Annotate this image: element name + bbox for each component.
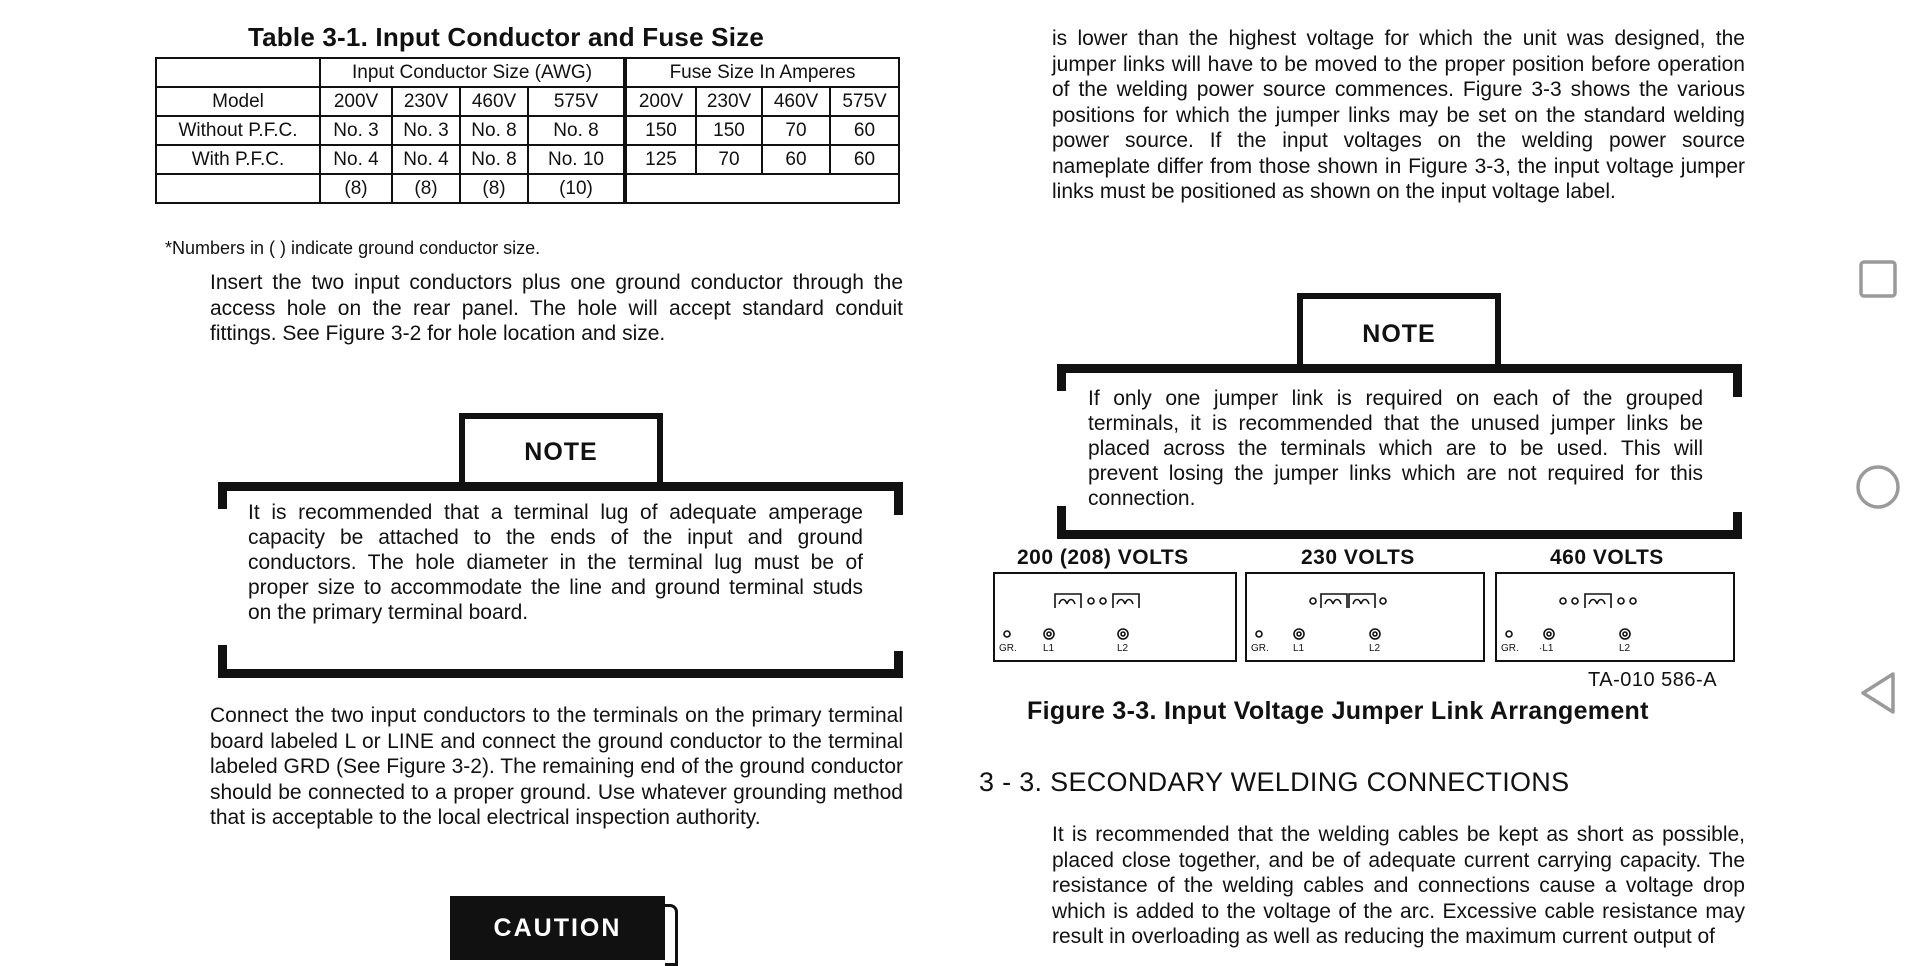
model-header: Model	[156, 87, 320, 116]
table-cell: (8)	[460, 174, 528, 203]
recent-apps-icon	[1853, 254, 1903, 304]
recent-apps-button[interactable]	[1853, 254, 1903, 304]
note-heading-text: NOTE	[524, 438, 598, 466]
note-heading	[1297, 293, 1501, 372]
panel-label-200v: 200 (208) VOLTS	[1017, 546, 1189, 569]
terminal-label-ground: GR.	[1501, 643, 1519, 654]
section-heading: 3 - 3. SECONDARY WELDING CONNECTIONS	[979, 767, 1570, 797]
back-icon	[1853, 668, 1903, 718]
figure-drawing-code: TA-010 586-A	[1588, 669, 1718, 691]
connect-conductors-paragraph: Connect the two input conductors to the terminals on the primary terminal board labeled L or LINE and connect the ground conductor to the terminal labeled GRD (See Figure 3-2). The remaining end of the ground conductor should be connected to a proper ground. Use whatever grounding method that is acceptable to the local electrical inspection authority.	[210, 704, 904, 829]
table-cell: No. 8	[460, 116, 528, 145]
table-cell: No. 3	[320, 116, 392, 145]
voltage-header: 575V	[830, 87, 899, 116]
table-cell: No. 8	[460, 145, 528, 174]
conductor-group-header: Input Conductor Size (AWG)	[320, 58, 625, 87]
terminal-label-l2: L2	[1117, 643, 1129, 654]
panel-label-460v: 460 VOLTS	[1550, 546, 1664, 569]
home-button[interactable]	[1853, 462, 1903, 512]
voltage-header: 230V	[392, 87, 460, 116]
home-icon	[1853, 462, 1903, 512]
terminal-board-drawing	[1247, 574, 1483, 660]
table-cell: No. 3	[392, 116, 460, 145]
table-row	[156, 116, 899, 145]
voltage-header: 230V	[696, 87, 762, 116]
voltage-header: 575V	[528, 87, 625, 116]
table-group-header-row	[156, 58, 899, 87]
terminal-label-l2: L2	[1369, 643, 1381, 654]
note-frame-corner	[1733, 371, 1742, 397]
table-cell: No. 4	[320, 145, 392, 174]
voltage-header: 200V	[320, 87, 392, 116]
terminal-label-ground: GR.	[999, 643, 1017, 654]
note-heading-text: NOTE	[1362, 320, 1436, 348]
table-row	[156, 145, 899, 174]
row-label: Without P.F.C.	[156, 116, 320, 145]
caution-heading	[450, 896, 680, 960]
table-cell: (8)	[320, 174, 392, 203]
back-button[interactable]	[1853, 668, 1903, 718]
terminal-board-drawing	[1497, 574, 1733, 660]
row-label	[156, 174, 320, 203]
fuse-size-table	[155, 57, 900, 204]
table-cell: 70	[762, 116, 830, 145]
terminal-label-l1: ·L1	[1539, 643, 1554, 654]
table-cell: No. 4	[392, 145, 460, 174]
table-cell: (8)	[392, 174, 460, 203]
panel-label-230v: 230 VOLTS	[1301, 546, 1415, 569]
table-row	[156, 174, 899, 203]
note-frame-corner	[1057, 506, 1066, 532]
insert-conductors-paragraph: Insert the two input conductors plus one ground conductor through the access hole on the rear panel. The hole will accept standard conduit fittings. See Figure 3-2 for hole location and size.	[210, 271, 903, 345]
table-cell: 150	[696, 116, 762, 145]
table-cell: (10)	[528, 174, 625, 203]
table-cell: 70	[696, 145, 762, 174]
jumper-links-paragraph: is lower than the highest voltage for which the unit was designed, the jumper links will have to be moved to the proper position before operation of the welding power source commences. Figure 3-3 shows the various positions for which the jumper links may be set on the standard welding power source. If the input voltages on the welding power source nameplate differ from those shown in Figure 3-3, the input voltage jumper links must be positioned as shown on the input voltage label.	[1052, 27, 1745, 203]
table-cell: No. 8	[528, 116, 625, 145]
table-cell: 60	[830, 116, 899, 145]
fuse-group-header: Fuse Size In Amperes	[625, 58, 899, 87]
table-cell: 150	[625, 116, 696, 145]
terminal-board-200v	[993, 572, 1237, 662]
terminal-lug-note-text: It is recommended that a terminal lug of adequate amperage capacity be attached to the ends of the input and ground conductors. The hole diameter in the terminal lug must be of proper size to accommodate the line and ground terminal studs on the primary terminal board.	[248, 501, 863, 624]
table-cell: No. 10	[528, 145, 625, 174]
terminal-label-l2: L2	[1619, 643, 1631, 654]
terminal-label-l1: L1	[1293, 643, 1305, 654]
note-heading	[459, 413, 663, 488]
caution-heading-text: CAUTION	[450, 896, 665, 960]
voltage-header: 200V	[625, 87, 696, 116]
note-frame-corner	[894, 489, 903, 515]
terminal-board-230v	[1245, 572, 1485, 662]
table-title: Table 3-1. Input Conductor and Fuse Size	[248, 22, 765, 52]
caution-frame-edge	[665, 904, 678, 966]
voltage-header: 460V	[460, 87, 528, 116]
terminal-label-l1: L1	[1043, 643, 1055, 654]
figure-caption: Figure 3-3. Input Voltage Jumper Link Arrangement	[1027, 697, 1649, 725]
terminal-board-drawing	[995, 574, 1235, 660]
table-cell: 60	[830, 145, 899, 174]
table-cell: 60	[762, 145, 830, 174]
table-corner-cell	[156, 58, 320, 87]
row-label: With P.F.C.	[156, 145, 320, 174]
secondary-connections-paragraph: It is recommended that the welding cables be kept as short as possible, placed close together, and be of adequate current carrying capacity. The resistance of the welding cables and connections cause a voltage drop which is added to the voltage of the arc. Excessive cable resistance may result in overloading as well as reducing the maximum current output of	[1052, 823, 1745, 948]
table-empty-cell	[625, 174, 899, 203]
terminal-label-ground: GR.	[1251, 643, 1269, 654]
table-cell: 125	[625, 145, 696, 174]
jumper-link-note-text: If only one jumper link is required on each of the grouped terminals, it is recommended that the unused jumper links be placed across the terminals which are to be used. This will prevent losing the jumper links which are not required for this connection.	[1088, 387, 1703, 510]
table-footnote: *Numbers in ( ) indicate ground conductor size.	[165, 238, 541, 258]
terminal-board-460v	[1495, 572, 1735, 662]
voltage-header: 460V	[762, 87, 830, 116]
system-navigation-bar	[1835, 0, 1920, 960]
note-frame-corner	[218, 645, 227, 671]
table-voltage-row	[156, 87, 899, 116]
